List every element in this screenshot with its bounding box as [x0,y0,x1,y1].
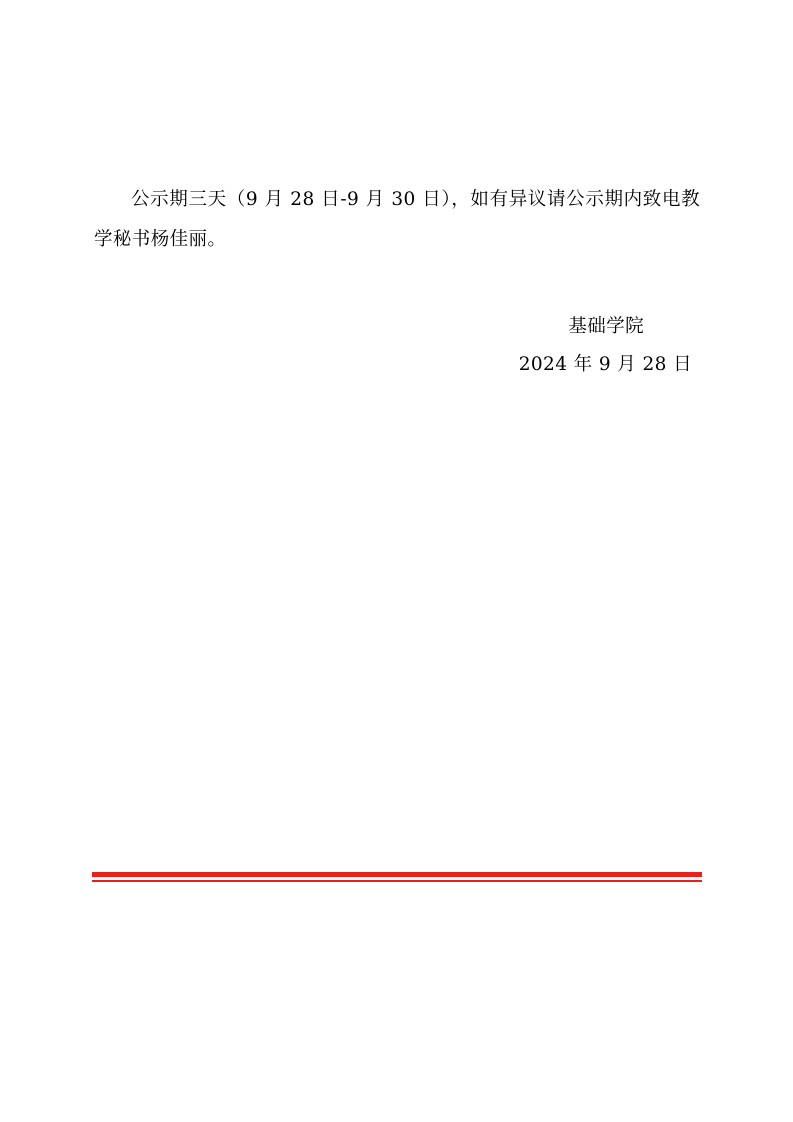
notice-paragraph: 公示期三天（9 月 28 日-9 月 30 日），如有异议请公示期内致电教学秘书杨佳丽。 [94,189,700,250]
document-body [94,180,700,384]
signature-organization: 基础学院 [568,316,644,337]
signature-block [94,308,700,384]
footer-rule-thick [92,872,702,877]
signature-date: 2024 年 9 月 28 日 [518,354,692,375]
footer-rule-thin [92,880,702,882]
